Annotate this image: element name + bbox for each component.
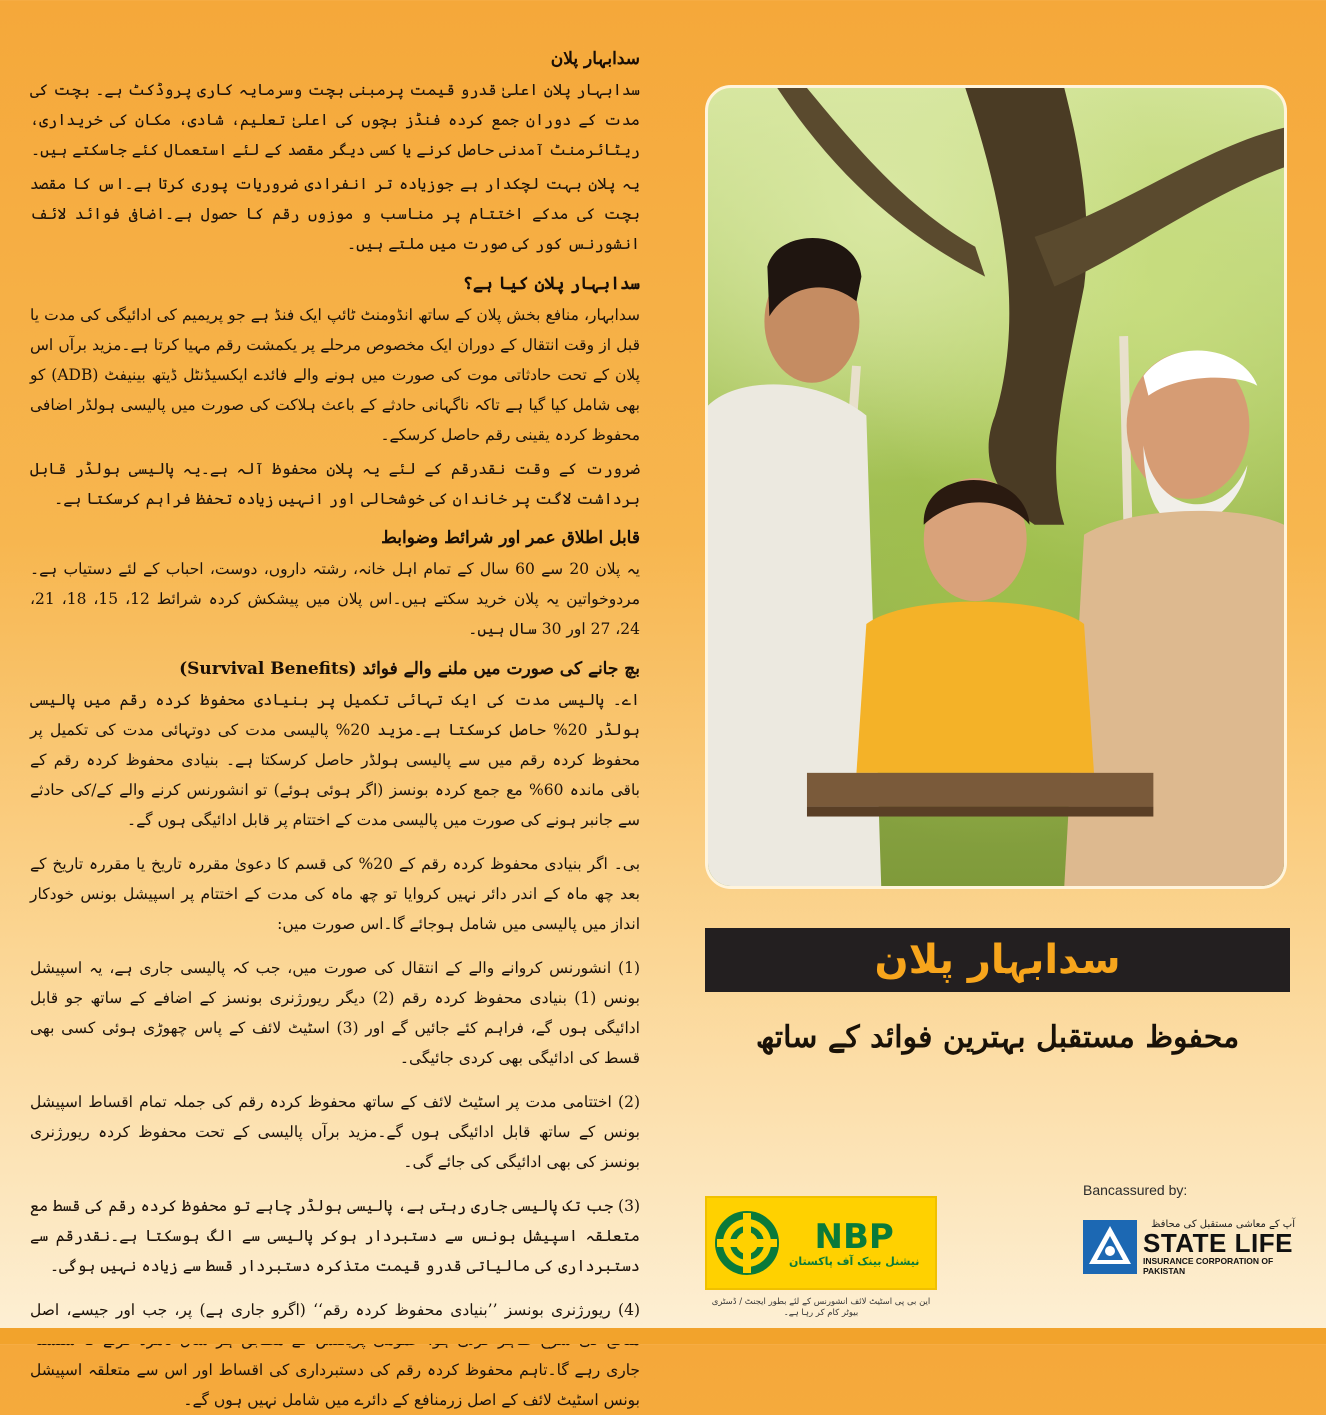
paragraph-benefit-b: بی۔ اگر بنیادی محفوظ کردہ رقم کے 20% کی قسم کا دعویٰ مقررہ تاریخ یا مقررہ تاریخ کے بعد چھ ماہ کے اندر دائر نہیں کروایا تو چھ ماہ کی مدت کے اختتام پر اسپیشل بونس خودکار انداز میں پالیسی میں شامل ہوجائے گا۔اس صورت میں: (30, 855, 641, 933)
plan-title-banner (705, 928, 1290, 992)
nbp-agent-caption: این بی پی اسٹیٹ لائف انشورنس کے لئے بطور ایجنٹ / ڈسٹری بیوٹر کام کر رہا ہے۔ (711, 1297, 931, 1318)
swing-seat (807, 773, 1153, 807)
paragraph-flexibility: یہ پلان بہت لچکدار ہے جوزیادہ تر انفرادی ضروریات پوری کرتا ہے۔اس کا مقصد بچت کی مدکے اختتام پر مناسب و موزوں رقم کا حصول ہے۔اضافی فوائد لائف انشورنس کور کی صورت میں ملتے ہیں۔ (30, 175, 640, 253)
nbp-wordmark: NBP (814, 1216, 894, 1257)
state-life-subtitle: INSURANCE CORPORATION OF PAKISTAN (1143, 1255, 1274, 1276)
paragraph-benefit-a: اے۔ پالیسی مدت کی ایک تہائی تکمیل پر بنیادی محفوظ کردہ رقم میں پالیسی ہولڈر 20% حاصل کرسکتا ہے۔مزید 20% پالیسی مدت کی دوتہائی مدت کی تکمیل پر محفوظ کردہ رقم میں سے پالیسی ہولڈر حاصل کرسکتا ہے۔ بنیادی محفوظ کردہ رقم کے باقی ماندہ 60% مع جمع کردہ بونسز (اگر ہوئی ہوئے) تو انشورنس کرنے والے کے/کی حادثے سے جانبر ہونے کی صورت میں پالیسی مدت کے اختتام پر قابل ادائیگی ہوں گے۔ (30, 691, 641, 829)
paragraph-intro: سدابہار پلان اعلیٰ قدرو قیمت پرمبنی بچت وسرمایہ کاری پروڈکٹ ہے۔ بچت کی مدت کے دوران جمع کردہ فنڈز بچوں کی اعلیٰ تعلیم، شادی، مکان کی خریداری، ریٹائرمنٹ آمدنی حاصل کرنے یا کسی دیگر مقصد کے لئے استعمال کئے جاسکتے ہیں۔ (30, 81, 640, 159)
family-swing-photo (705, 85, 1287, 889)
state-life-logo (1083, 1212, 1295, 1282)
paragraph-clause-1: (1) انشورنس کروانے والے کے انتقال کی صورت میں، جب کہ پالیسی جاری ہے، یہ اسپیشل بونس (1) بنیادی محفوظ کردہ رقم (2) دیگر ریورژنری بونسز کے اضافے کے ساتھ جو قابل ادائیگی ہوں گے، فراہم کئے جائیں گے اور (3) اسٹیٹ لائف کے پاس چھوڑی ہوئی کسی بھی قسط کی ادائیگی بھی کردی جائیگی۔ (30, 959, 640, 1067)
paragraph-what-is: سدابہار، منافع بخش پلان کے ساتھ انڈومنٹ ٹائپ ایک فنڈ ہے جو پریمیم کی ادائیگی کی مدت یا قبل از وقت انتقال کے دوران ایک مخصوص مرحلے پر یکمشت رقم مہیا کرتا ہے۔مزید برآں اس پلان کے تحت حادثاتی موت کی صورت میں ہونے والے فائدے ایکسیڈنٹل ڈیتھ بینیفٹ (ADB) کو بھی شامل کیا گیا ہے تاکہ ناگہانی حادثے کے باعث ہلاکت کی صورت میں پالیسی ہولڈر اضافی محفوظ کردہ یقینی رقم حاصل کرسکے۔ (30, 306, 640, 444)
swing-seat-edge (807, 807, 1153, 817)
paragraph-clause-2: (2) اختتامی مدت پر اسٹیٹ لائف کے ساتھ محفوظ کردہ رقم کی جملہ تمام اقساط اسپیشل بونس کے ساتھ قابل ادائیگی ہوں گے۔مزید برآں پالیسی کے تحت محفوظ کردہ ریورژنری بونسز کی بھی ادائیگی کی جائے گی۔ (30, 1093, 640, 1171)
nbp-emblem-icon (715, 1211, 779, 1275)
section-heading-what-is: سدابہار پلان کیا ہے؟ (462, 274, 640, 294)
section-heading-plan: سدابہار پلان (550, 49, 640, 69)
nbp-logo (705, 1196, 937, 1290)
tree-trunk (965, 88, 1086, 525)
nbp-urdu-name: نیشنل بینک آف پاکستان (789, 1254, 920, 1268)
state-life-emblem-icon (1083, 1220, 1137, 1274)
paragraph-clause-4: (4) ریورژنری بونسز ’’بنیادی محفوظ کردہ رقم‘‘ (اگرو جاری ہے) پر، جب اور جیسے، اصل جاری رہے گا۔تاہم محفوظ کردہ رقم کی دستبرداری کی اقساط اور اس سے متعلقہ اسپیشل بونس اسٹیٹ لائف کے اصل زرمنافع کے دائرے میں شامل نہیں ہوں گے۔ (30, 1301, 640, 1409)
plan-title: سدابہار پلان (874, 937, 1121, 983)
section-heading-survival-benefits: بچ جانے کی صورت میں ملنے والے فوائد (Survival Benefits) (179, 659, 640, 679)
bottom-accent-bar (0, 1328, 1326, 1344)
bancassured-label: Bancassured by: (1083, 1182, 1188, 1198)
state-life-wordmark: STATE LIFE (1143, 1227, 1293, 1258)
paragraph-need: ضرورت کے وقت نقدرقم کے لئے یہ پلان محفوظ آلہ ہے۔یہ پالیسی ہولڈر قابل برداشت لاگت پر خاندان کی خوشحالی اور انہیں زیادہ تحفظ فراہم کرسکتا ہے۔ (30, 460, 640, 508)
plan-tagline: محفوظ مستقبل بہترین فوائد کے ساتھ (755, 1020, 1240, 1055)
grandfather-shirt (1064, 511, 1284, 886)
child-shirt (856, 602, 1094, 773)
brochure-text-column (30, 48, 641, 1409)
section-heading-eligibility: قابل اطلاق عمر اور شرائط وضوابط (381, 528, 640, 548)
photo-illustration (708, 88, 1284, 886)
paragraph-eligibility: یہ پلان 20 سے 60 سال کے تمام اہل خانہ، رشتہ داروں، دوست، احباب کے لئے دستیاب ہے۔ مردوخواتین یہ پلان خرید سکتے ہیں۔اس پلان میں پیشکش کردہ شرائط 12، 15، 18، 21، 24، 27 اور 30 سال ہیں۔ (30, 560, 641, 638)
paragraph-clause-3: (3) جب تک پالیسی جاری رہتی ہے، پالیسی ہولڈر چاہے تو محفوظ کردہ رقم کی قسط مع متعلقہ اسپیشل بونس سے دستبردار ہوکر پالیسی سے الگ ہوسکتا ہے۔نقدرقم سے دستبرداری کی مالیاتی قدرو قیمت متذکرہ دستبردار قسط سے زیادہ نہیں ہوگی۔ (30, 1197, 640, 1275)
state-life-urdu-tagline: آپ کے معاشی مستقبل کی محافظ (1151, 1218, 1295, 1230)
